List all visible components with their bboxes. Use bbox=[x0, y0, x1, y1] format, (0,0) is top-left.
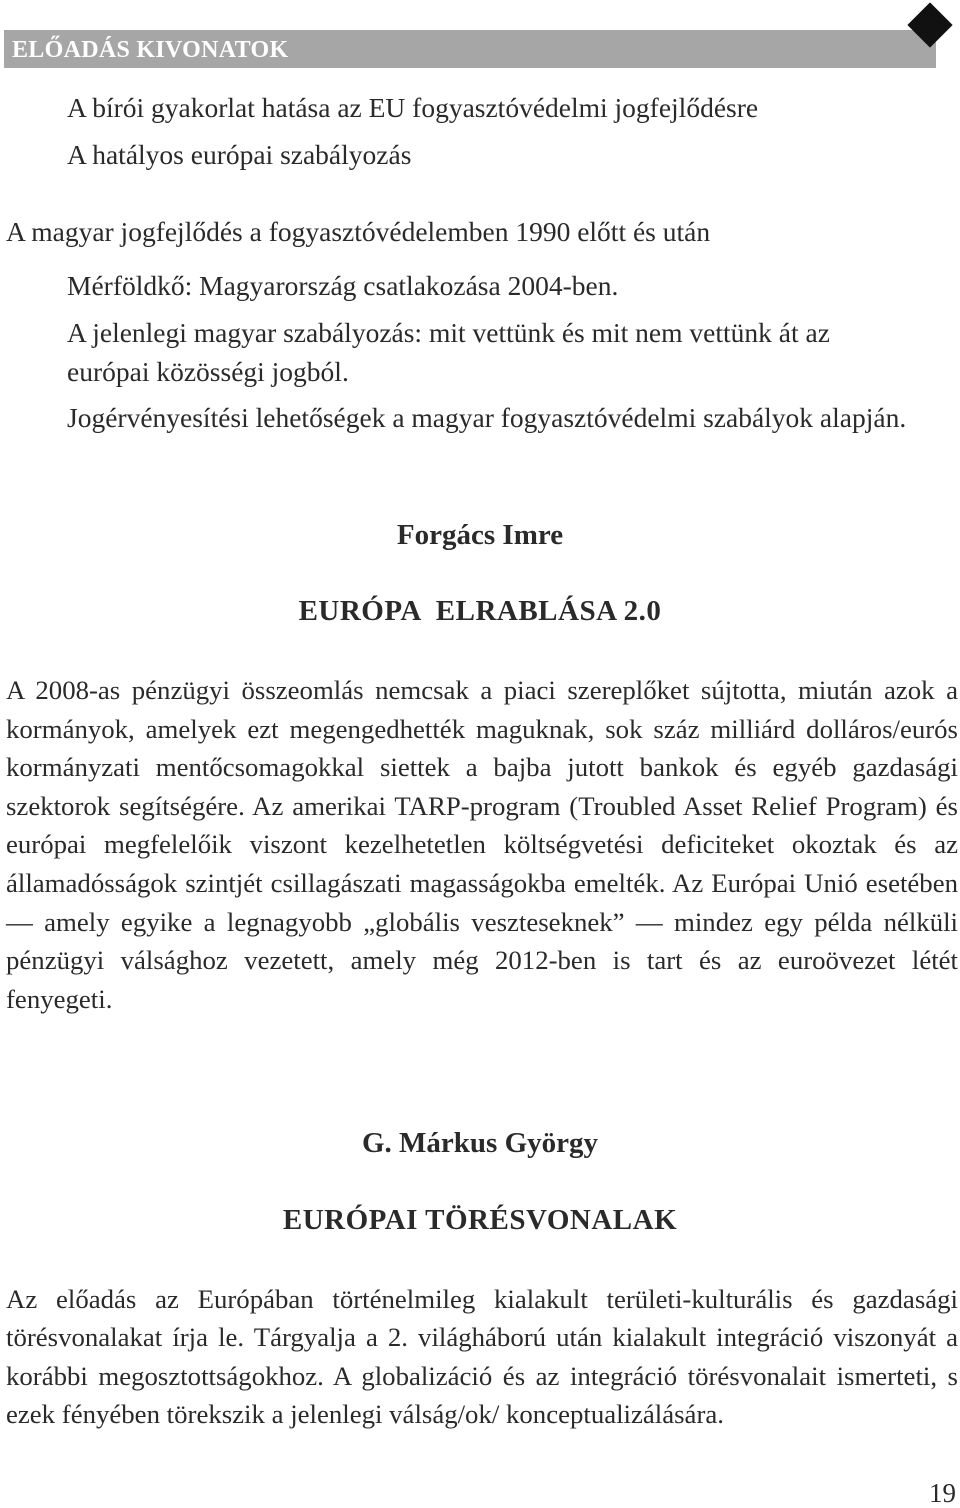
lecture-author: G. Márkus György bbox=[361, 1127, 599, 1159]
lecture-abstract: Az előadás az Európában történelmileg kialakult területi-kulturális és gazdasági törésvonalakat írja le. Tárgyalja a 2. világháború után kialakult integráció viszonyát a korábbi megosztottságokhoz. A globalizáció és az integráció törésvonalait ismerteti, s ezek fényében törekszik a jelenlegi válság/ok/ konceptualizálására. bbox=[6, 1284, 958, 1430]
lecture-title: EURÓPAI TÖRÉSVONALAK bbox=[282, 1204, 678, 1236]
lecture-title: EURÓPA ELRABLÁSA 2.0 bbox=[298, 595, 662, 627]
lecture-abstract: A 2008-as pénzügyi összeomlás nemcsak a piaci szereplőket sújtotta, miután azok a kormányok, amelyek ezt megengedhették maguknak, sok száz milliárd dolláros/eurós kormányzati mentőcsomagokkal siettek a bajba jutott bankok és egyéb gazdasági szektorok segítségére. Az amerikai TARP-program (Troubled Asset Relief Program) és európai megfelelőik viszont kezelhetetlen költségvetési deficiteket okoztak és az államadósságok szintjét csillagászati magasságokba emelték. Az Európai Unió esetében — amely egyike a legnagyobb „globális veszteseknek” — mindez egy példa nélküli pénzügyi válsághoz vezetett, amely még 2012-ben is tart és az euroövezet létét fenyegeti. bbox=[6, 675, 958, 1014]
section-header-bar bbox=[4, 30, 936, 68]
section-label: ELŐADÁS KIVONATOK bbox=[12, 37, 289, 63]
topic-line: európai közösségi jogból. bbox=[67, 356, 349, 387]
topic-line: Mérföldkő: Magyarország csatlakozása 2004-ben. bbox=[67, 270, 619, 301]
topic-line: A hatályos európai szabályozás bbox=[67, 139, 412, 170]
topic-line: Jogérvényesítési lehetőségek a magyar fogyasztóvédelmi szabályok alapján. bbox=[67, 402, 907, 433]
topic-line: A magyar jogfejlődés a fogyasztóvédelemben 1990 előtt és után bbox=[6, 216, 711, 247]
lecture-author: Forgács Imre bbox=[396, 519, 564, 551]
topic-line: A bírói gyakorlat hatása az EU fogyasztóvédelmi jogfejlődésre bbox=[67, 92, 759, 123]
topic-line: A jelenlegi magyar szabályozás: mit vettünk és mit nem vettünk át az bbox=[67, 317, 830, 348]
page-number: 19 bbox=[929, 1478, 956, 1508]
